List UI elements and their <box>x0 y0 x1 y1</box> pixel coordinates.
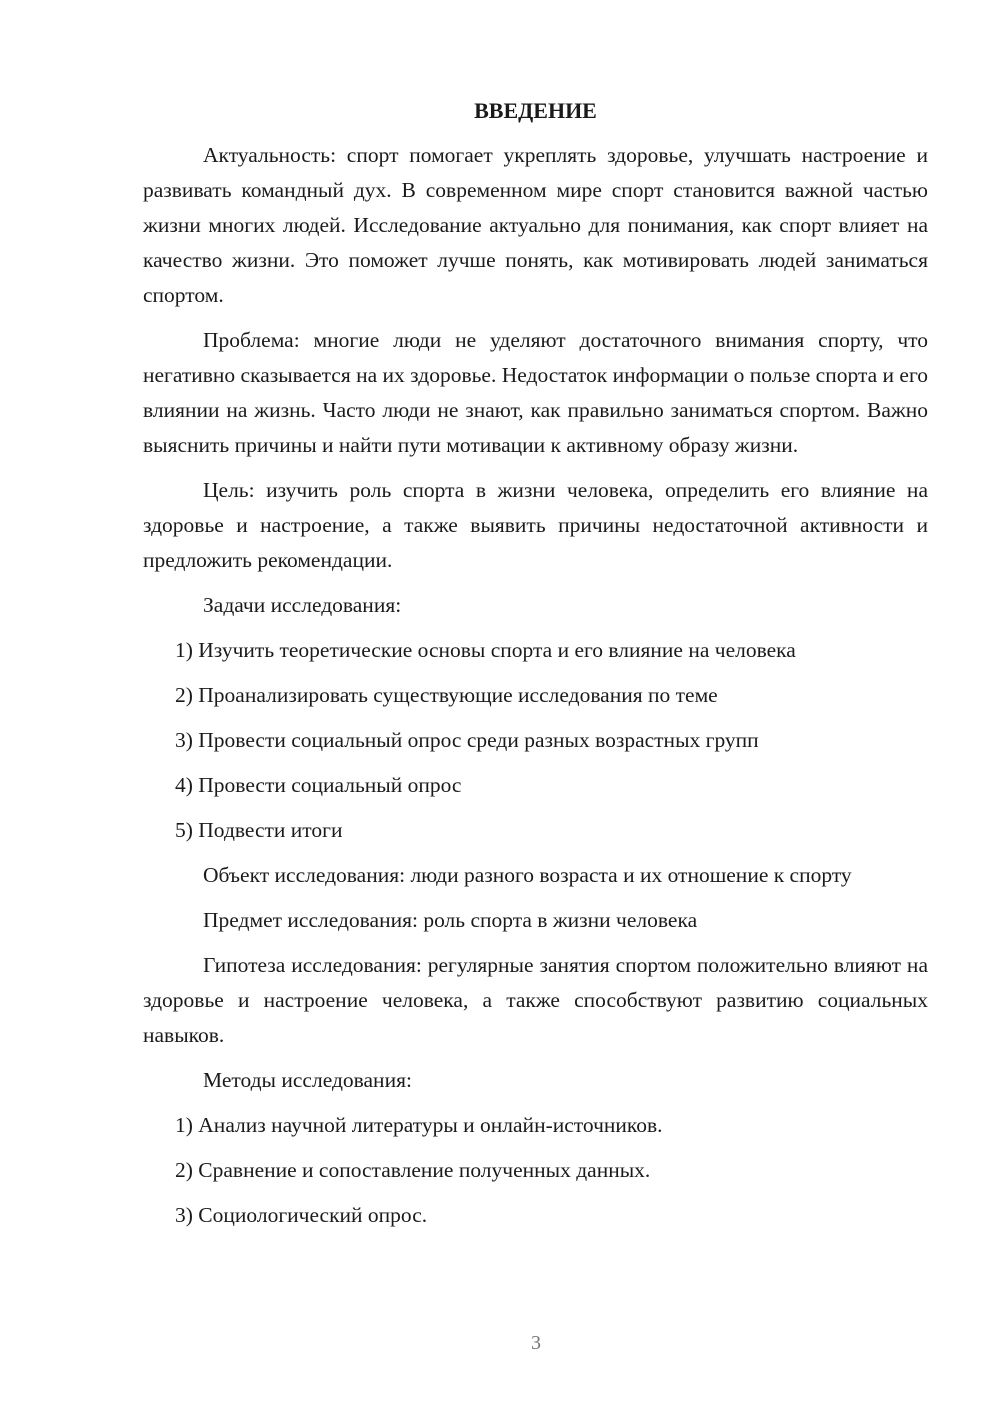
methods-heading: Методы исследования: <box>203 1068 412 1092</box>
task-item: 2) Проанализировать существующие исследования по теме <box>175 683 718 707</box>
task-item: 1) Изучить теоретические основы спорта и его влияние на человека <box>175 638 796 662</box>
page-content <box>143 95 928 1233</box>
paragraph-object: Объект исследования: люди разного возраста и их отношение к спорту <box>203 863 852 887</box>
paragraph-subject: Предмет исследования: роль спорта в жизни человека <box>203 908 698 932</box>
paragraph-hypothesis: Гипотеза исследования: регулярные занятия спортом положительно влияют на здоровье и настроение человека, а также способствуют развитию социальных навыков. <box>143 953 928 1047</box>
task-item: 5) Подвести итоги <box>175 818 343 842</box>
paragraph-relevance: Актуальность: спорт помогает укреплять здоровье, улучшать настроение и развивать командный дух. В современном мире спорт становится важной частью жизни многих людей. Исследование актуально для понимания, как спорт влияет на качество жизни. Это поможет лучше понять, как мотивировать людей заниматься спортом. <box>143 143 928 307</box>
method-item: 2) Сравнение и сопоставление полученных данных. <box>175 1158 651 1182</box>
method-item: 1) Анализ научной литературы и онлайн-источников. <box>175 1113 663 1137</box>
paragraph-problem: Проблема: многие люди не уделяют достаточного внимания спорту, что негативно сказывается на их здоровье. Недостаток информации о пользе спорта и его влиянии на жизнь. Часто люди не знают, как правильно заниматься спортом. Важно выяснить причины и найти пути мотивации к активному образу жизни. <box>143 328 928 457</box>
task-item: 3) Провести социальный опрос среди разных возрастных групп <box>175 728 759 752</box>
task-item: 4) Провести социальный опрос <box>175 773 462 797</box>
page-number: 3 <box>531 1332 541 1354</box>
tasks-heading: Задачи исследования: <box>203 593 402 617</box>
paragraph-goal: Цель: изучить роль спорта в жизни человека, определить его влияние на здоровье и настроение, а также выявить причины недостаточной активности и предложить рекомендации. <box>143 478 928 572</box>
method-item: 3) Социологический опрос. <box>175 1203 428 1227</box>
section-title: ВВЕДЕНИЕ <box>474 98 597 123</box>
